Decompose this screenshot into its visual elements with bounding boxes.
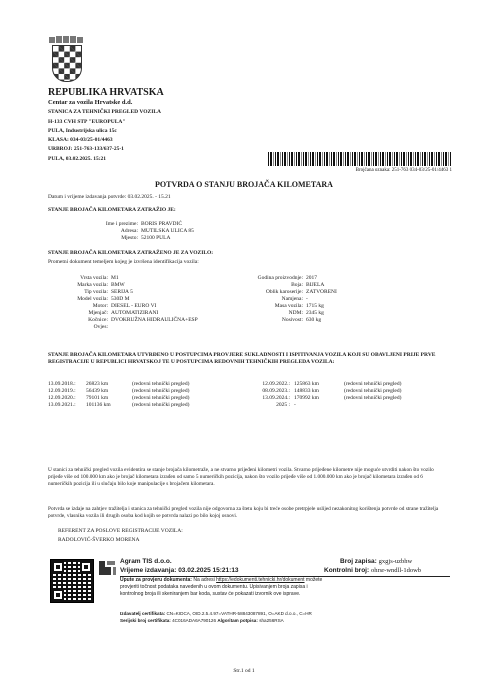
record-number-value: gxgjs-uzbhw (378, 558, 413, 565)
qr-finder (52, 561, 64, 573)
klasa: KLASA: 034-03/25-01/4463 (48, 137, 113, 143)
field-label: Vrsta vozila: (80, 275, 108, 281)
certificate-issuer-value: CN=KIDCA, OID.2.5.4.97=VATHR-58843087891, O=AKD d.o.o., C=HR (166, 611, 312, 616)
org-name: Centar za vozila Hrvatske d.d. (48, 99, 133, 106)
issuer-name: Agram TIS d.o.o. (120, 558, 172, 565)
field-value: M1 (111, 275, 119, 281)
field-label: Tip vozila: (84, 289, 108, 295)
vehicle-field (220, 289, 337, 296)
control-number-value: ohrsr-wndll-1dowb (370, 567, 422, 574)
page-number: Str.1 od 1 (233, 668, 255, 674)
issue-time-label: Vrijeme izdavanja: (120, 567, 177, 574)
station-code: H-133 CVH STP "EUROPULA" (48, 119, 126, 125)
odometer-km: 56439 km (86, 388, 109, 394)
vehicle-field (48, 317, 198, 324)
odometer-date: 12.09.2019.: (48, 388, 76, 394)
field-label: Mjesto: (121, 235, 138, 241)
signature-algorithm-value: sha256RSA (259, 618, 284, 623)
vehicle-field (220, 310, 337, 317)
odometer-date: 12.09.2022.: (262, 381, 290, 387)
odometer-date: 13.09.2024.: (262, 395, 290, 401)
field-label: Model vozila: (77, 296, 108, 302)
referent-name: RADOLOVIĆ-ŠVERKO MORENA (58, 537, 140, 543)
verification-link[interactable]: https://edokumenti.tehnicki.hr/dokument (216, 577, 305, 583)
note-odometer: U stanici za tehnički pregled vozila evidentira se stanje brojača kilometraže, a ne stvarno prijeđeni kilometri vozila. Stvarno prijeđene kilometre nije moguće utvrditi nakon što vozilo prijeđe više od 100.000 km ako je brojač kilometara izrađen od samo 5 numeričkih pozicija, nakon što vozilo prijeđe više od 1.000.000 km ako je brojač kilometara izrađen od 6 numeričkih pozicija ili u slučaju bilo koje manipulacije s brojačem kilometara. (48, 467, 434, 487)
vehicle-intro: Prometni dokument temeljem kojeg je izvršena identifikacija vozila: (48, 259, 199, 265)
barcode (268, 152, 451, 166)
field-label: Marka vozila: (77, 282, 108, 288)
odometer-date: 08.09.2023.: (262, 388, 290, 394)
verification-instructions (120, 577, 325, 597)
odometer-km: 148833 km (294, 388, 319, 394)
verification-text: Na adresi (193, 577, 215, 583)
qr-code (50, 559, 94, 603)
odometer-row (248, 402, 401, 409)
odometer-row (48, 395, 189, 402)
vehicle-field (48, 303, 198, 310)
field-label: Nosivost: (281, 317, 303, 323)
odometer-type: (redovni tehnički pregled) (344, 381, 402, 387)
odometer-row (48, 402, 189, 409)
issue-time (120, 567, 239, 574)
field-label: Ovjes: (93, 324, 108, 330)
barcode-caption: Brojčana oznaka: 251-763 034-03/25-01/4463 1 (355, 168, 452, 173)
urbroj: URBROJ: 251-763-133/637-25-1 (48, 146, 124, 152)
field-label: Motor: (92, 303, 108, 309)
vehicle-field (220, 296, 337, 303)
field-label: Masa vozila: (274, 303, 303, 309)
field-label: Godina proizvodnje: (257, 275, 303, 281)
verification-title: Upute za provjeru dokumenta: (120, 577, 192, 583)
odometer-km: 170992 km (294, 395, 319, 401)
agram-logo (97, 559, 117, 577)
field-value: 2017 (306, 275, 317, 281)
station-address: PULA, Industrijska ulica 15c (48, 128, 117, 134)
coat-of-arms (46, 36, 86, 82)
verification-text: možete provjeriti točnost podataka navedenih u ovom dokumentu. Upisivanjem broja zapisa i kontrolnog broja ili skeniranjem bar koda, sustav će pokazati izvornik ove isprave. (120, 577, 323, 597)
certificate-serial (120, 618, 284, 624)
vehicle-right-fields (220, 275, 337, 324)
field-value: BMW (111, 282, 125, 288)
station-name: STANICA ZA TEHNIČKI PREGLED VOZILA (48, 109, 161, 115)
odometer-date: 13.09.2021.: (48, 402, 76, 408)
field-label: Kočnice: (88, 317, 108, 323)
control-number (324, 567, 421, 574)
odometer-type: (redovni tehnički pregled) (344, 395, 402, 401)
vehicle-field (220, 282, 337, 289)
issue-datetime: Datum i vrijeme izdavanja potvrde: 03.02.2025. - 15.21 (48, 194, 171, 200)
field-value: DIESEL - EURO VI (111, 303, 157, 309)
odometer-right (248, 381, 401, 409)
vehicle-field (220, 275, 337, 282)
odometer-type: (redovni tehnički pregled) (132, 402, 190, 408)
odometer-row (48, 381, 189, 388)
field-value: 2345 kg (306, 310, 324, 316)
field-value: AUTOMATIZIRANI (111, 310, 159, 316)
vehicle-field (48, 282, 198, 289)
field-label: Adresa: (120, 228, 138, 234)
place-date: PULA, 03.02.2025. 15:21 (48, 156, 107, 162)
vehicle-field (48, 324, 198, 331)
odometer-km: 101136 km (86, 402, 111, 408)
certificate-issuer-label: Izdavatelj certifikata: (120, 611, 166, 616)
field-value: BIJELA (306, 282, 325, 288)
odometer-heading: STANJE BROJAČA KILOMETARA UTVRĐENO U POSTUPCIMA PROVJERE SUKLADNOSTI I ISPITIVANJA VOZILA KOJI SU OBAVLJENI PRIJE PRVE REGISTRACIJE U REPUBLICI HRVATSKOJ TE U POSTUPCIMA REDOVNIH TEHNIČKIH PREGLEDA VOZILA: (48, 352, 436, 366)
field-value: ZATVORENI (306, 289, 337, 295)
requester-fields (48, 221, 194, 242)
field-label: Namjena: (281, 296, 303, 302)
vehicle-field (220, 303, 337, 310)
field-label: Mjenjač: (88, 310, 108, 316)
referent-label: REFERENT ZA POSLOVE REGISTRACIJE VOZILA: (58, 528, 183, 534)
requester-address-row (48, 228, 194, 235)
odometer-row (248, 395, 401, 402)
field-label: Ime i prezime: (105, 221, 138, 227)
field-value: 630 kg (306, 317, 322, 323)
odometer-km: 125863 km (294, 381, 319, 387)
certificate-serial-label: Serijski broj certifikata: (120, 618, 171, 623)
vehicle-heading: STANJE BROJAČA KILOMETARA ZATRAŽENO JE ZA VOZILO: (48, 250, 214, 256)
vehicle-field (48, 310, 198, 317)
odometer-row (248, 381, 401, 388)
odometer-date: 13.09.2018.: (48, 381, 76, 387)
odometer-date: 2025 : (276, 402, 290, 408)
odometer-type: (redovni tehnički pregled) (132, 381, 190, 387)
vehicle-field (220, 317, 337, 324)
odometer-date: 12.09.2020.: (48, 395, 76, 401)
record-number-label: Broj zapisa: (340, 558, 377, 565)
field-value: 1715 kg (306, 303, 324, 309)
vehicle-field (48, 289, 198, 296)
field-value: BORIS PRAVDIĆ (141, 221, 183, 227)
field-value: 52100 PULA (141, 235, 171, 241)
odometer-type: (redovni tehnički pregled) (132, 395, 190, 401)
requester-city-row (48, 235, 194, 242)
odometer-km: 79101 km (86, 395, 109, 401)
odometer-km: 26823 km (86, 381, 109, 387)
field-value: SERIJA 5 (111, 289, 133, 295)
field-value: - (306, 296, 308, 302)
signature-algorithm-label: Algoritam potpisa: (217, 618, 258, 623)
certificate-issuer (120, 611, 312, 617)
issue-time-value: 03.02.2025 15:21:13 (178, 567, 239, 574)
odometer-km: - (294, 402, 296, 408)
requester-name-row (48, 221, 194, 228)
odometer-type: (redovni tehnički pregled) (132, 388, 190, 394)
certificate-serial-value: 4C016ADA6A790126 (172, 618, 217, 623)
document-title: POTVRDA O STANJU BROJAČA KILOMETARA (155, 180, 333, 189)
field-label: Oblik karoserije: (265, 289, 303, 295)
country-name: REPUBLIKA HRVATSKA (48, 87, 164, 98)
odometer-row (248, 388, 401, 395)
field-value: 530D M (111, 296, 130, 302)
odometer-left (48, 381, 189, 409)
odometer-row (48, 388, 189, 395)
odometer-type: (redovni tehnički pregled) (344, 388, 402, 394)
control-number-label: Kontrolni broj: (324, 567, 370, 574)
field-label: NDM: (288, 310, 303, 316)
qr-finder (52, 589, 64, 601)
field-label: Boja: (291, 282, 303, 288)
vehicle-field (48, 296, 198, 303)
qr-finder (80, 561, 92, 573)
field-value: MUTILSKA ULICA 85 (141, 228, 194, 234)
field-value: DVOKRUŽNA HIDRAULIČNA+ESP (111, 317, 198, 323)
vehicle-left-fields (48, 275, 198, 331)
record-number (340, 558, 412, 565)
note-liability: Potvrda se izdaje na zahtjev tražitelja i stanica za tehnički pregled vozila nije odgovorna za štetu koju bi treće osobe pretrpjele uslijed nezakonitog korištenja potvrde od strane tražitelja potvrde, vlasnika vozila ili drugih osoba kod kojih se potvrda nalazi po bilo kojoj osnovi. (48, 506, 439, 519)
requester-heading: STANJE BROJAČA KILOMETARA ZATRAŽIO JE: (48, 207, 176, 213)
vehicle-field (48, 275, 198, 282)
